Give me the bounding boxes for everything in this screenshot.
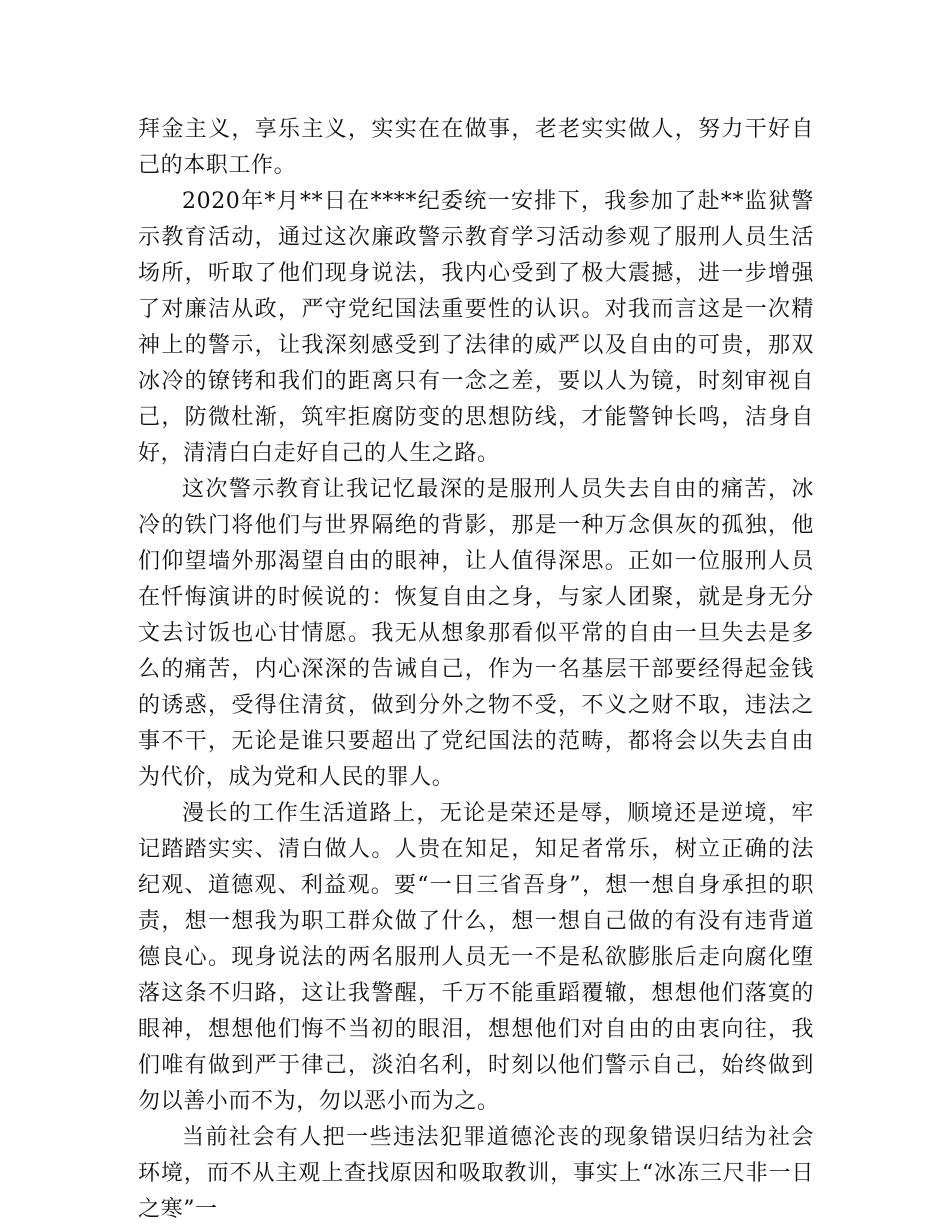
paragraph-5: 当前社会有人把一些违法犯罪道德沦丧的现象错误归结为社会环境，而不从主观上查找原因和吸取教训，事实上“冰冻三尺非一日之寒”一 [138, 1125, 814, 1222]
paragraph-2: 2020年*月**日在****纪委统一安排下，我参加了赴**监狱警示教育活动，通过这次廉政警示教育学习活动参观了服刑人员生活场所，听取了他们现身说法，我内心受到了极大震撼，进一步增强了对廉洁从政，严守党纪国法重要性的认识。对我而言这是一次精神上的警示，让我深刻感受到了法律的威严以及自由的可贵，那双冰冷的镣铐和我们的距离只有一念之差，要以人为镜，时刻审视自己，防微杜渐，筑牢拒腐防变的思想防线，才能警钟长鸣，洁身自好，清清白白走好自己的人生之路。 [138, 189, 814, 466]
document-body [138, 112, 814, 1228]
paragraph-4: 漫长的工作生活道路上，无论是荣还是辱，顺境还是逆境，牢记踏踏实实、清白做人。人贵在知足，知足者常乐，树立正确的法纪观、道德观、利益观。要“一日三省吾身”，想一想自身承担的职责，想一想我为职工群众做了什么，想一想自己做的有没有违背道德良心。现身说法的两名服刑人员无一不是私欲膨胀后走向腐化堕落这条不归路，这让我警醒，千万不能重蹈覆辙，想想他们落寞的眼神，想想他们悔不当初的眼泪，想想他们对自由的由衷向往，我们唯有做到严于律己，淡泊名利，时刻以他们警示自己，始终做到勿以善小而不为，勿以恶小而为之。 [138, 801, 814, 1114]
paragraph-3: 这次警示教育让我记忆最深的是服刑人员失去自由的痛苦，冰冷的铁门将他们与世界隔绝的背影，那是一种万念俱灰的孤独，他们仰望墙外那渴望自由的眼神，让人值得深思。正如一位服刑人员在忏悔演讲的时候说的：恢复自由之身，与家人团聚，就是身无分文去讨饭也心甘情愿。我无从想象那看似平常的自由一旦失去是多么的痛苦，内心深深的告诫自己，作为一名基层干部要经得起金钱的诱惑，受得住清贫，做到分外之物不受，不义之财不取，违法之事不干，无论是谁只要超出了党纪国法的范畴，都将会以失去自由为代价，成为党和人民的罪人。 [138, 477, 814, 790]
paragraph-1-continued: 拜金主义，享乐主义，实实在在做事，老老实实做人，努力干好自己的本职工作。 [138, 117, 814, 178]
